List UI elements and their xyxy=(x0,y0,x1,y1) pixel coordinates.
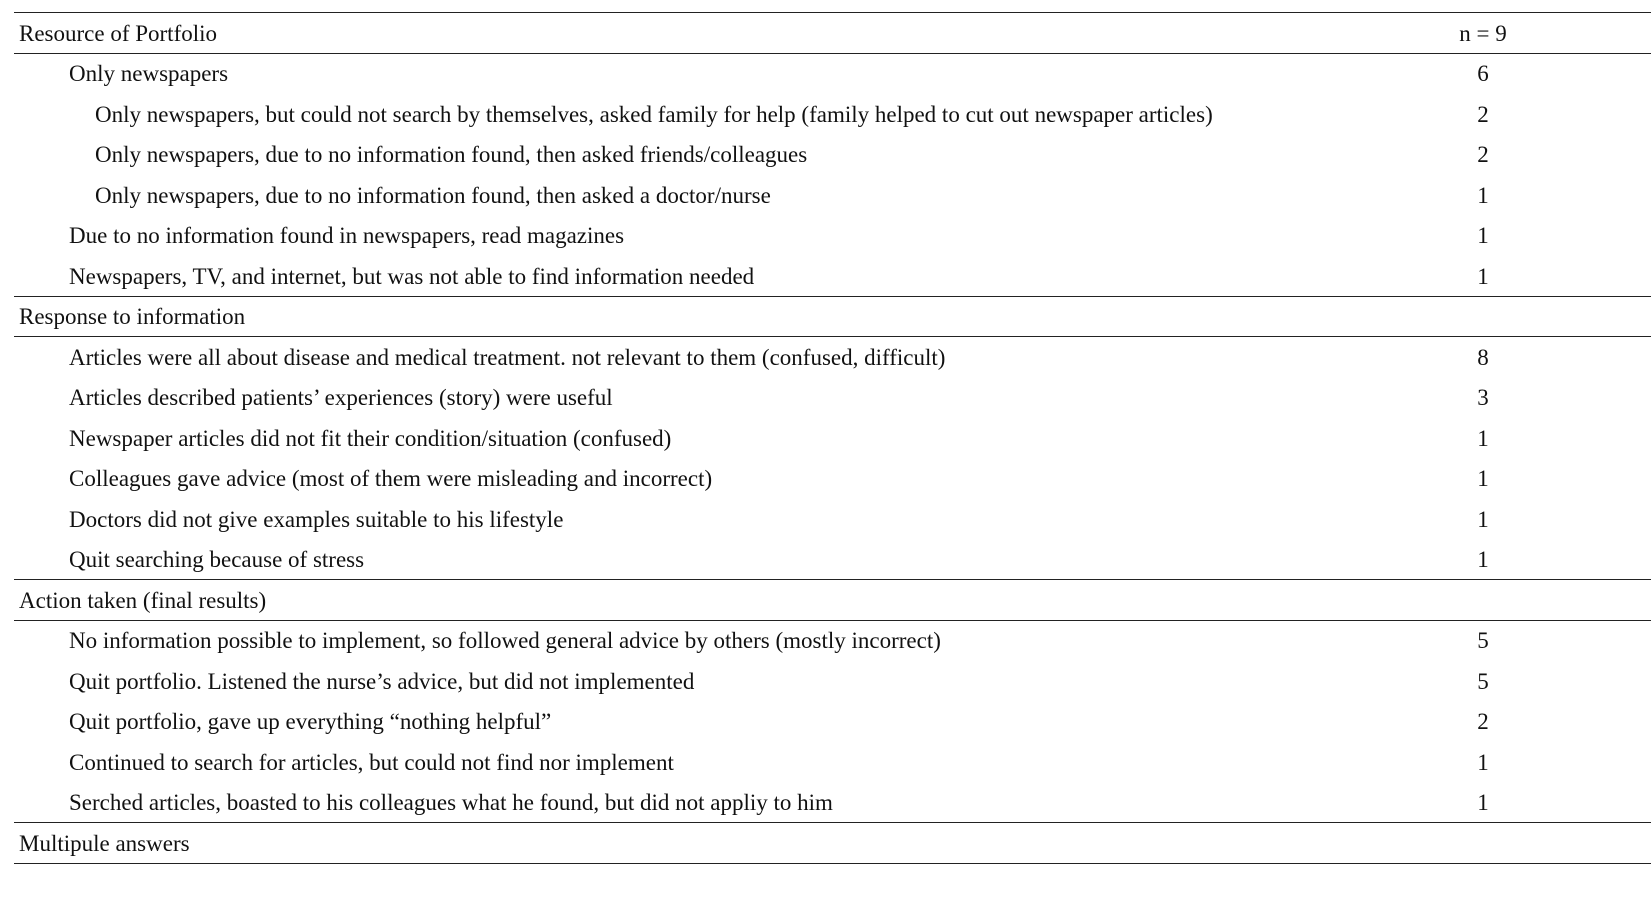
row-label: Only newspapers, but could not search by themselves, asked family for help (family helped to cut out newspaper articles) xyxy=(95,101,1213,127)
table-row xyxy=(0,175,1651,217)
row-label: Quit portfolio. Listened the nurse’s advice, but did not implemented xyxy=(69,668,695,694)
row-label: Due to no information found in newspapers, read magazines xyxy=(69,223,625,248)
table-header-row xyxy=(0,13,1651,55)
table-row xyxy=(0,337,1651,379)
row-count: 6 xyxy=(1477,61,1489,86)
row-label: Continued to search for articles, but could not find nor implement xyxy=(69,749,674,775)
row-count: 5 xyxy=(1477,628,1489,653)
row-count: n = 9 xyxy=(1459,20,1507,46)
table-row xyxy=(0,458,1651,500)
row-count: 2 xyxy=(1477,709,1489,734)
table-row xyxy=(0,661,1651,703)
table-row xyxy=(0,134,1651,176)
row-label: Multipule answers xyxy=(19,830,190,856)
table-rule xyxy=(14,863,1651,864)
table-row xyxy=(0,377,1651,419)
section-heading xyxy=(0,580,1651,622)
row-count: 1 xyxy=(1477,466,1489,491)
table-row xyxy=(0,701,1651,743)
table-footnote xyxy=(0,823,1651,865)
section-heading xyxy=(0,296,1651,338)
row-label: No information possible to implement, so followed general advice by others (mostly incorrect) xyxy=(69,628,941,653)
row-label: Serched articles, boasted to his colleagues what he found, but did not appliy to him xyxy=(69,790,833,815)
row-label: Newspapers, TV, and internet, but was not able to find information needed xyxy=(69,263,755,289)
row-label: Quit searching because of stress xyxy=(69,547,365,572)
table-row xyxy=(0,539,1651,581)
row-count: 1 xyxy=(1477,223,1489,248)
row-label: Doctors did not give examples suitable to his lifestyle xyxy=(69,506,564,532)
row-count: 1 xyxy=(1477,790,1489,815)
table-row xyxy=(0,94,1651,136)
row-count: 2 xyxy=(1477,101,1489,127)
row-label: Articles described patients’ experiences (story) were useful xyxy=(69,385,613,410)
row-count: 1 xyxy=(1477,749,1489,775)
row-count: 8 xyxy=(1477,344,1489,370)
row-label: Colleagues gave advice (most of them were misleading and incorrect) xyxy=(69,466,713,491)
row-label: Resource of Portfolio xyxy=(19,20,218,46)
row-count: 3 xyxy=(1477,385,1489,410)
row-label: Articles were all about disease and medical treatment. not relevant to them (confused, difficult) xyxy=(69,344,946,370)
table-row xyxy=(0,620,1651,662)
row-label: Only newspapers xyxy=(69,61,229,86)
row-label: Quit portfolio, gave up everything “nothing helpful” xyxy=(69,709,552,734)
row-label: Only newspapers, due to no information found, then asked friends/colleagues xyxy=(95,142,808,167)
row-count: 2 xyxy=(1477,142,1489,167)
row-count: 1 xyxy=(1477,547,1489,572)
row-label: Only newspapers, due to no information found, then asked a doctor/nurse xyxy=(95,182,771,208)
table-row xyxy=(0,418,1651,460)
table-row xyxy=(0,499,1651,541)
table-row xyxy=(0,782,1651,824)
row-count: 1 xyxy=(1477,263,1489,289)
row-count: 1 xyxy=(1477,182,1489,208)
row-label: Response to information xyxy=(19,304,246,329)
table-row xyxy=(0,742,1651,784)
table-row xyxy=(0,256,1651,298)
row-count: 1 xyxy=(1477,425,1489,451)
table-row xyxy=(0,53,1651,95)
table-row xyxy=(0,215,1651,257)
row-count: 1 xyxy=(1477,506,1489,532)
row-count: 5 xyxy=(1477,668,1489,694)
row-label: Action taken (final results) xyxy=(19,587,267,613)
row-label: Newspaper articles did not fit their condition/situation (confused) xyxy=(69,425,672,451)
